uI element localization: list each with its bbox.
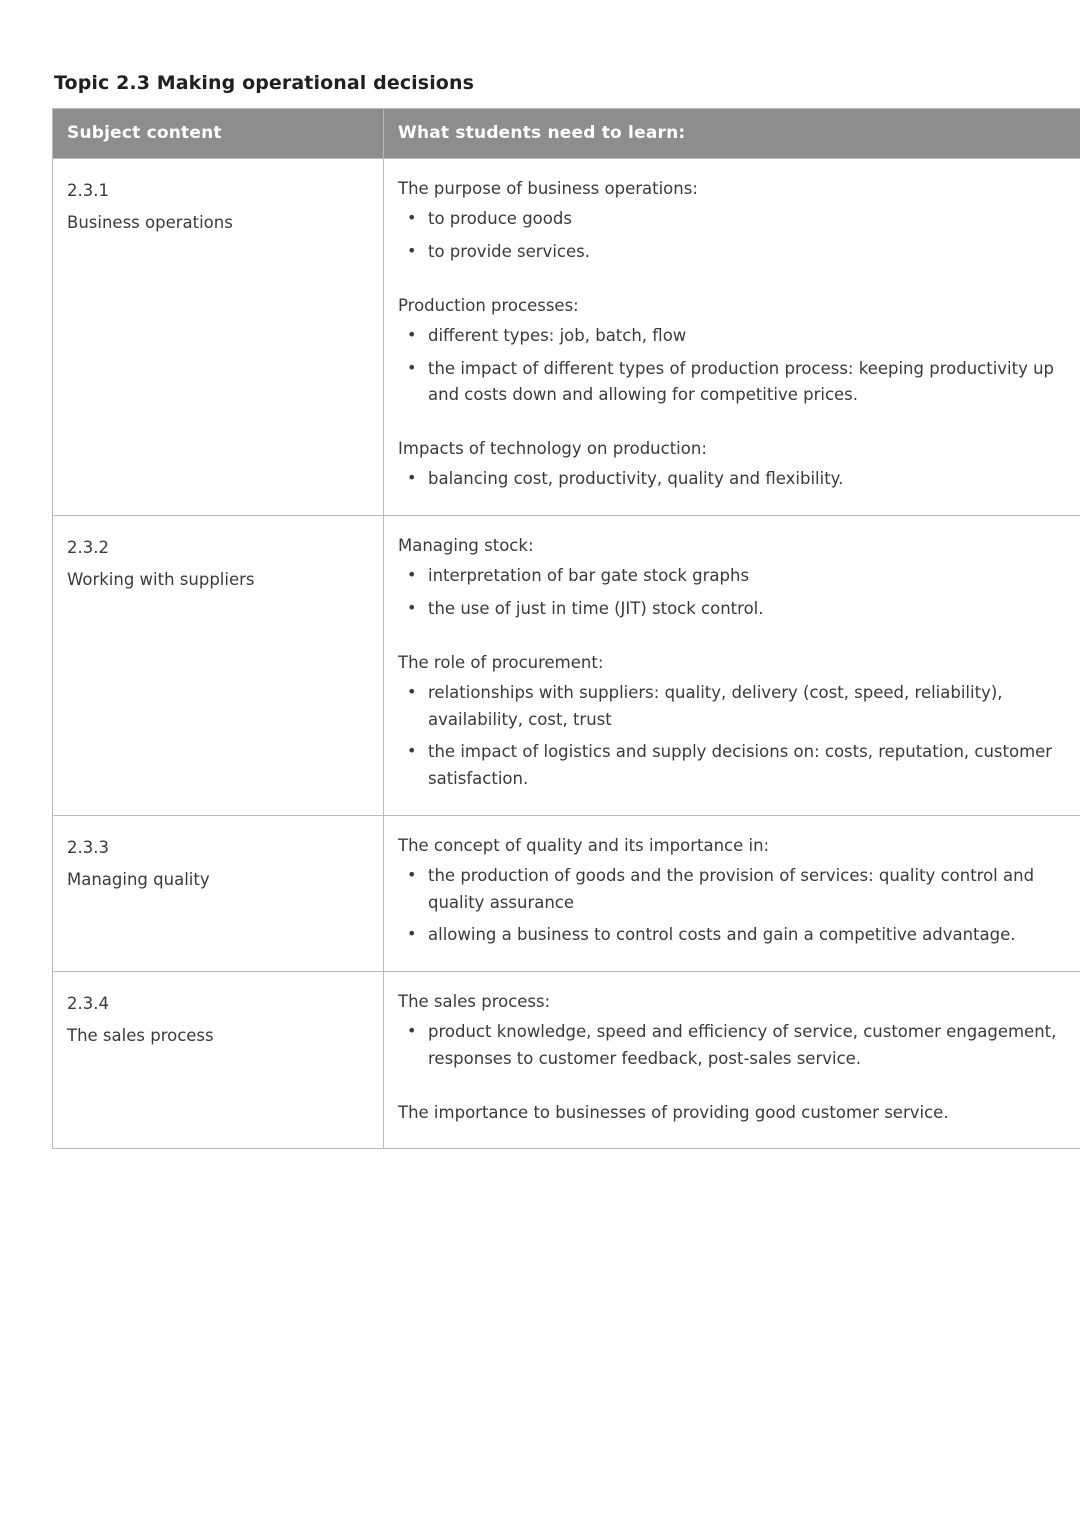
content-block bbox=[398, 832, 1080, 949]
bullet-list bbox=[398, 1019, 1080, 1072]
content-block bbox=[398, 1099, 1080, 1126]
subject-content-cell bbox=[53, 159, 384, 516]
block-lead: Production processes: bbox=[398, 295, 579, 315]
table-row bbox=[53, 972, 1080, 1149]
content-block bbox=[398, 988, 1080, 1073]
topic-name: Managing quality bbox=[67, 869, 210, 889]
table-header bbox=[53, 109, 1080, 159]
column-header-subject-content: Subject content bbox=[53, 109, 384, 159]
topic-name: Business operations bbox=[67, 213, 233, 233]
topic-code: 2.3.2 bbox=[67, 537, 109, 557]
list-item: • interpretation of bar gate stock graphs bbox=[398, 563, 1080, 590]
topic-name: Working with suppliers bbox=[67, 570, 255, 590]
bullet-list bbox=[398, 680, 1080, 793]
content-block bbox=[398, 649, 1080, 793]
block-lead: The purpose of business operations: bbox=[398, 179, 698, 198]
column-header-what-students-need-to-learn: What students need to learn: bbox=[384, 109, 1080, 159]
bullet-list bbox=[398, 863, 1080, 949]
list-item: • relationships with suppliers: quality, delivery (cost, speed, reliability), availability, cost, trust bbox=[398, 680, 1080, 733]
block-lead: The role of procurement: bbox=[398, 652, 604, 672]
list-item: • product knowledge, speed and efficiency of service, customer engagement, responses to customer feedback, post-sales service. bbox=[398, 1019, 1080, 1072]
block-lead: The importance to businesses of providing good customer service. bbox=[398, 1102, 949, 1122]
content-block bbox=[398, 292, 1080, 409]
list-item: • the production of goods and the provision of services: quality control and quality assurance bbox=[398, 863, 1080, 916]
content-block bbox=[398, 532, 1080, 623]
bullet-list bbox=[398, 323, 1080, 409]
bullet-list bbox=[398, 563, 1080, 622]
content-block bbox=[398, 435, 1080, 493]
block-lead: The concept of quality and its importance in: bbox=[398, 835, 770, 855]
topic-name: The sales process bbox=[67, 1026, 214, 1046]
block-lead: The sales process: bbox=[398, 992, 551, 1012]
list-item: • the use of just in time (JIT) stock control. bbox=[398, 596, 1080, 623]
learning-content-cell bbox=[384, 815, 1080, 971]
learning-content-cell bbox=[384, 515, 1080, 815]
list-item: • the impact of logistics and supply decisions on: costs, reputation, customer satisfaction. bbox=[398, 739, 1080, 792]
topic-code: 2.3.3 bbox=[67, 837, 109, 857]
content-block bbox=[398, 175, 1080, 266]
list-item: • different types: job, batch, flow bbox=[398, 323, 1080, 350]
topic-code: 2.3.1 bbox=[67, 181, 109, 200]
subject-content-cell bbox=[53, 515, 384, 815]
bullet-list bbox=[398, 466, 1080, 493]
block-lead: Impacts of technology on production: bbox=[398, 439, 707, 459]
table-row bbox=[53, 515, 1080, 815]
list-item: • to provide services. bbox=[398, 239, 1080, 266]
syllabus-table bbox=[52, 108, 1080, 1149]
learning-content-cell bbox=[384, 972, 1080, 1149]
learning-content-cell bbox=[384, 159, 1080, 516]
bullet-list bbox=[398, 206, 1080, 265]
topic-code: 2.3.4 bbox=[67, 994, 109, 1014]
list-item: • to produce goods bbox=[398, 206, 1080, 233]
table-row bbox=[53, 159, 1080, 516]
subject-content-cell bbox=[53, 815, 384, 971]
table-body bbox=[53, 159, 1080, 1149]
page-title: Topic 2.3 Making operational decisions bbox=[54, 72, 474, 94]
block-lead: Managing stock: bbox=[398, 535, 534, 555]
table-row bbox=[53, 815, 1080, 971]
list-item: • the impact of different types of production process: keeping productivity up and costs down and allowing for competitive prices. bbox=[398, 356, 1080, 409]
table-header-row bbox=[53, 109, 1080, 159]
subject-content-cell bbox=[53, 972, 384, 1149]
list-item: • allowing a business to control costs and gain a competitive advantage. bbox=[398, 922, 1080, 949]
list-item: • balancing cost, productivity, quality and flexibility. bbox=[398, 466, 1080, 493]
